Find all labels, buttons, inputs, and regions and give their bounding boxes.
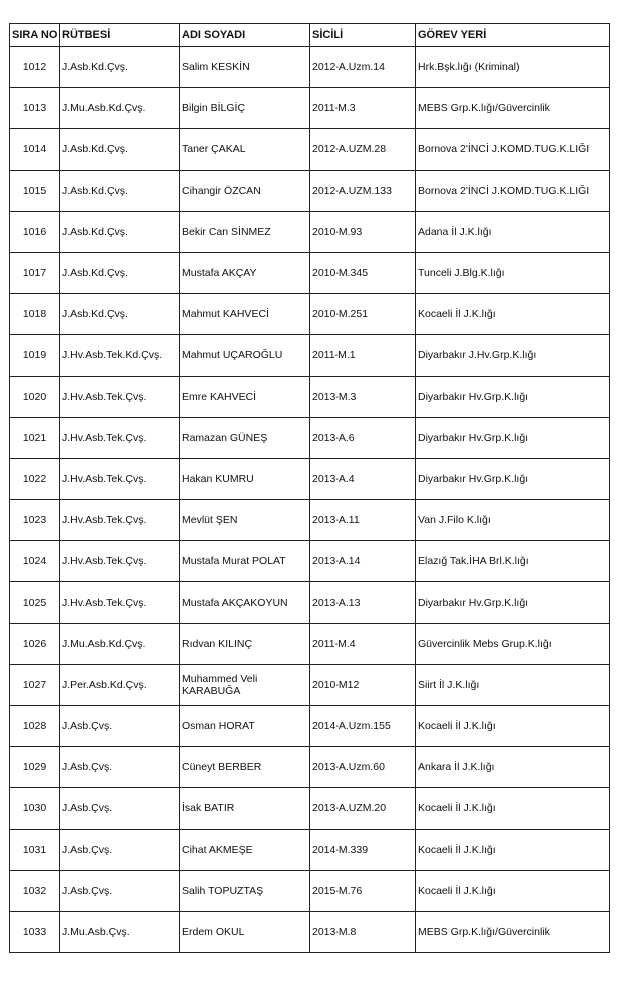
table-row (10, 170, 610, 211)
cell-sicili: 2010-M.345 (310, 252, 416, 293)
cell-sira-no: 1026 (10, 623, 60, 664)
table-row (10, 376, 610, 417)
cell-adi-soyadi: Cihangir ÖZCAN (180, 170, 310, 211)
cell-sicili: 2013-M.3 (310, 376, 416, 417)
cell-adi-soyadi: Emre KAHVECİ (180, 376, 310, 417)
cell-rutbesi: J.Asb.Çvş. (60, 706, 180, 747)
cell-rutbesi: J.Per.Asb.Kd.Çvş. (60, 664, 180, 705)
cell-adi-soyadi: Bekir Can SİNMEZ (180, 211, 310, 252)
cell-sicili: 2013-A.4 (310, 458, 416, 499)
cell-gorev-yeri: Tunceli J.Blg.K.lığı (416, 252, 610, 293)
cell-adi-soyadi: Cüneyt BERBER (180, 747, 310, 788)
cell-adi-soyadi: Mevlüt ŞEN (180, 500, 310, 541)
cell-gorev-yeri: Van J.Filo K.lığı (416, 500, 610, 541)
cell-rutbesi: J.Hv.Asb.Tek.Çvş. (60, 500, 180, 541)
cell-sira-no: 1014 (10, 129, 60, 170)
cell-sira-no: 1033 (10, 911, 60, 952)
cell-sicili: 2012-A.Uzm.14 (310, 47, 416, 88)
table-row (10, 417, 610, 458)
cell-adi-soyadi: Salih TOPUZTAŞ (180, 870, 310, 911)
cell-rutbesi: J.Asb.Kd.Çvş. (60, 47, 180, 88)
table-row (10, 335, 610, 376)
cell-gorev-yeri: Bornova 2'İNCİ J.KOMD.TUG.K.LIĞI (416, 170, 610, 211)
cell-gorev-yeri: MEBS Grp.K.lığı/Güvercinlik (416, 911, 610, 952)
table-row (10, 582, 610, 623)
cell-gorev-yeri: Diyarbakır Hv.Grp.K.lığı (416, 582, 610, 623)
table-row (10, 88, 610, 129)
table-row (10, 623, 610, 664)
table-row (10, 252, 610, 293)
cell-sira-no: 1023 (10, 500, 60, 541)
cell-sira-no: 1019 (10, 335, 60, 376)
cell-gorev-yeri: Adana İl J.K.lığı (416, 211, 610, 252)
cell-adi-soyadi: Taner ÇAKAL (180, 129, 310, 170)
cell-sira-no: 1024 (10, 541, 60, 582)
cell-gorev-yeri: Diyarbakır Hv.Grp.K.lığı (416, 376, 610, 417)
cell-sicili: 2010-M.93 (310, 211, 416, 252)
cell-adi-soyadi: Ramazan GÜNEŞ (180, 417, 310, 458)
cell-rutbesi: J.Asb.Çvş. (60, 747, 180, 788)
cell-sira-no: 1027 (10, 664, 60, 705)
cell-sira-no: 1022 (10, 458, 60, 499)
table-row (10, 829, 610, 870)
cell-adi-soyadi: Bilgin BİLGİÇ (180, 88, 310, 129)
table-row (10, 911, 610, 952)
cell-sira-no: 1032 (10, 870, 60, 911)
cell-gorev-yeri: Kocaeli İl J.K.lığı (416, 870, 610, 911)
cell-adi-soyadi: Mahmut UÇAROĞLU (180, 335, 310, 376)
table-row (10, 129, 610, 170)
cell-adi-soyadi: Cihat AKMEŞE (180, 829, 310, 870)
cell-adi-soyadi: Erdem OKUL (180, 911, 310, 952)
table-header-row (10, 24, 610, 47)
cell-sira-no: 1029 (10, 747, 60, 788)
cell-sira-no: 1031 (10, 829, 60, 870)
personnel-table (9, 23, 610, 953)
cell-sira-no: 1013 (10, 88, 60, 129)
cell-adi-soyadi: Mustafa AKÇAY (180, 252, 310, 293)
cell-adi-soyadi: Mustafa AKÇAKOYUN (180, 582, 310, 623)
cell-rutbesi: J.Asb.Kd.Çvş. (60, 211, 180, 252)
cell-rutbesi: J.Hv.Asb.Tek.Çvş. (60, 417, 180, 458)
cell-sicili: 2013-A.Uzm.60 (310, 747, 416, 788)
cell-sicili: 2014-M.339 (310, 829, 416, 870)
cell-sicili: 2013-M.8 (310, 911, 416, 952)
cell-sicili: 2011-M.1 (310, 335, 416, 376)
cell-sicili: 2013-A.UZM.20 (310, 788, 416, 829)
cell-sicili: 2013-A.13 (310, 582, 416, 623)
cell-rutbesi: J.Asb.Çvş. (60, 788, 180, 829)
table-row (10, 458, 610, 499)
header-rutbesi: RÜTBESİ (60, 24, 180, 47)
cell-sira-no: 1017 (10, 252, 60, 293)
cell-adi-soyadi: Muhammed Veli KARABUĞA (180, 664, 310, 705)
cell-adi-soyadi: İsak BATIR (180, 788, 310, 829)
cell-rutbesi: J.Asb.Kd.Çvş. (60, 129, 180, 170)
table-row (10, 211, 610, 252)
cell-sira-no: 1020 (10, 376, 60, 417)
cell-rutbesi: J.Asb.Çvş. (60, 829, 180, 870)
header-gorev-yeri: GÖREV YERİ (416, 24, 610, 47)
cell-adi-soyadi: Mahmut KAHVECİ (180, 294, 310, 335)
cell-sicili: 2012-A.UZM.133 (310, 170, 416, 211)
cell-rutbesi: J.Asb.Kd.Çvş. (60, 294, 180, 335)
cell-sicili: 2011-M.3 (310, 88, 416, 129)
cell-adi-soyadi: Hakan KUMRU (180, 458, 310, 499)
cell-rutbesi: J.Hv.Asb.Tek.Çvş. (60, 458, 180, 499)
cell-sira-no: 1030 (10, 788, 60, 829)
cell-gorev-yeri: Diyarbakır Hv.Grp.K.lığı (416, 458, 610, 499)
cell-sicili: 2010-M12 (310, 664, 416, 705)
cell-rutbesi: J.Hv.Asb.Tek.Çvş. (60, 376, 180, 417)
cell-rutbesi: J.Asb.Kd.Çvş. (60, 170, 180, 211)
cell-gorev-yeri: MEBS Grp.K.lığı/Güvercinlik (416, 88, 610, 129)
cell-sicili: 2013-A.14 (310, 541, 416, 582)
cell-sicili: 2014-A.Uzm.155 (310, 706, 416, 747)
cell-rutbesi: J.Asb.Çvş. (60, 870, 180, 911)
table-row (10, 706, 610, 747)
cell-gorev-yeri: Ankara İl J.K.lığı (416, 747, 610, 788)
cell-sira-no: 1021 (10, 417, 60, 458)
cell-sira-no: 1016 (10, 211, 60, 252)
table-row (10, 747, 610, 788)
cell-gorev-yeri: Elazığ Tak.İHA Brl.K.lığı (416, 541, 610, 582)
cell-gorev-yeri: Kocaeli İl J.K.lığı (416, 706, 610, 747)
table-row (10, 294, 610, 335)
table-row (10, 870, 610, 911)
cell-sira-no: 1018 (10, 294, 60, 335)
table-row (10, 664, 610, 705)
table-row (10, 500, 610, 541)
cell-rutbesi: J.Asb.Kd.Çvş. (60, 252, 180, 293)
cell-sira-no: 1025 (10, 582, 60, 623)
cell-rutbesi: J.Hv.Asb.Tek.Çvş. (60, 541, 180, 582)
table-row (10, 788, 610, 829)
cell-gorev-yeri: Kocaeli İl J.K.lığı (416, 294, 610, 335)
header-sira-no: SIRA NO (10, 24, 60, 47)
cell-sicili: 2010-M.251 (310, 294, 416, 335)
cell-sicili: 2015-M.76 (310, 870, 416, 911)
cell-adi-soyadi: Osman HORAT (180, 706, 310, 747)
cell-adi-soyadi: Salim KESKİN (180, 47, 310, 88)
header-sicili: SİCİLİ (310, 24, 416, 47)
cell-gorev-yeri: Hrk.Bşk.lığı (Kriminal) (416, 47, 610, 88)
cell-adi-soyadi: Mustafa Murat POLAT (180, 541, 310, 582)
cell-adi-soyadi: Rıdvan KILINÇ (180, 623, 310, 664)
cell-sicili: 2012-A.UZM.28 (310, 129, 416, 170)
cell-sicili: 2013-A.11 (310, 500, 416, 541)
cell-rutbesi: J.Hv.Asb.Tek.Kd.Çvş. (60, 335, 180, 376)
cell-sicili: 2013-A.6 (310, 417, 416, 458)
cell-gorev-yeri: Kocaeli İl J.K.lığı (416, 788, 610, 829)
cell-gorev-yeri: Diyarbakır Hv.Grp.K.lığı (416, 417, 610, 458)
cell-sira-no: 1028 (10, 706, 60, 747)
cell-rutbesi: J.Mu.Asb.Çvş. (60, 911, 180, 952)
cell-rutbesi: J.Hv.Asb.Tek.Çvş. (60, 582, 180, 623)
cell-sira-no: 1015 (10, 170, 60, 211)
table-row (10, 541, 610, 582)
header-adi-soyadi: ADI SOYADI (180, 24, 310, 47)
cell-sicili: 2011-M.4 (310, 623, 416, 664)
cell-rutbesi: J.Mu.Asb.Kd.Çvş. (60, 623, 180, 664)
cell-gorev-yeri: Bornova 2'İNCİ J.KOMD.TUG.K.LIĞI (416, 129, 610, 170)
cell-gorev-yeri: Güvercinlik Mebs Grup.K.lığı (416, 623, 610, 664)
cell-gorev-yeri: Diyarbakır J.Hv.Grp.K.lığı (416, 335, 610, 376)
table-row (10, 47, 610, 88)
cell-rutbesi: J.Mu.Asb.Kd.Çvş. (60, 88, 180, 129)
cell-gorev-yeri: Kocaeli İl J.K.lığı (416, 829, 610, 870)
cell-gorev-yeri: Siirt İl J.K.lığı (416, 664, 610, 705)
cell-sira-no: 1012 (10, 47, 60, 88)
